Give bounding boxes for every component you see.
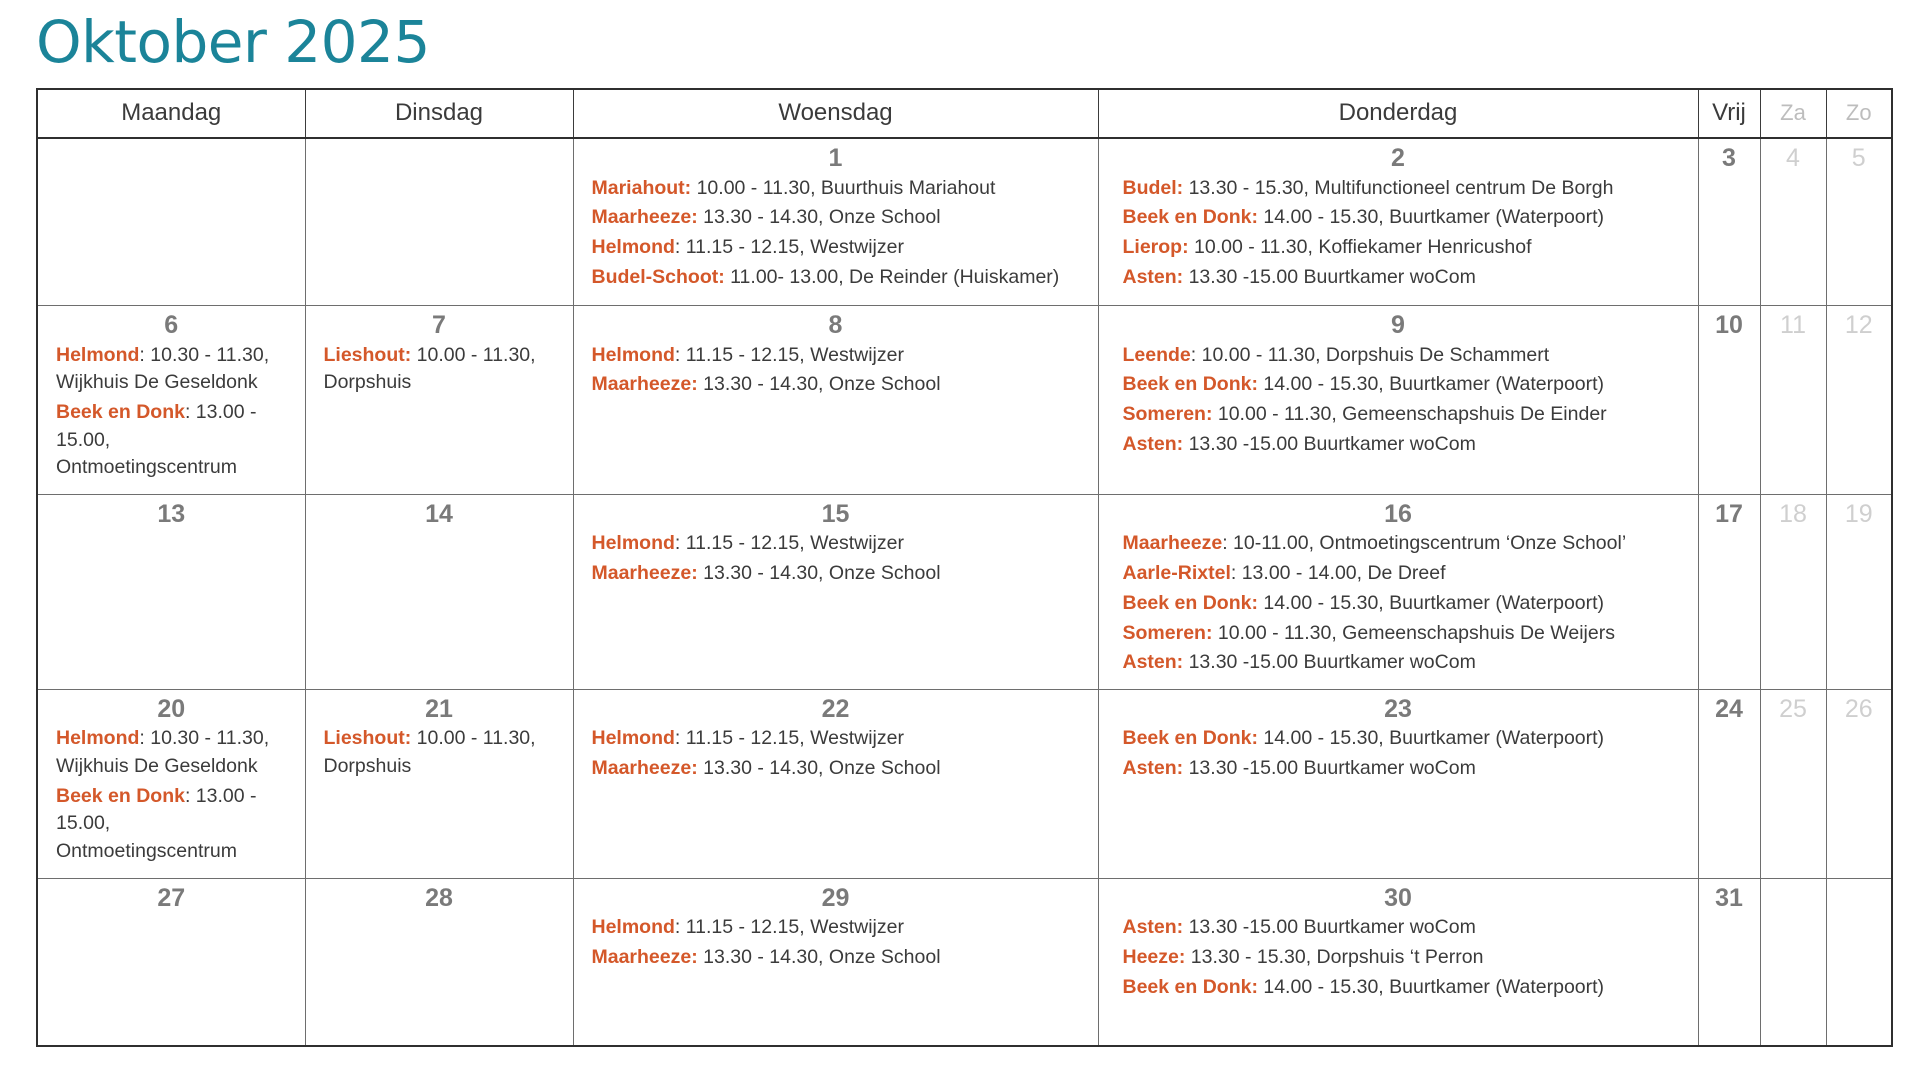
- day-number: 27: [157, 883, 186, 912]
- event-location: Helmond: [56, 343, 140, 366]
- event-list: [584, 530, 1088, 587]
- event-details: : 10.00 - 11.30, Dorpshuis De Schammert: [1190, 343, 1550, 366]
- day-number: 1: [828, 144, 843, 172]
- event-item[interactable]: [1123, 431, 1688, 459]
- day-cell[interactable]: [1098, 878, 1698, 1046]
- event-location: Aarle-Rixtel: [1122, 562, 1231, 585]
- event-details: : 13.00 - 15.00, Ontmoetingscentrum: [56, 400, 257, 479]
- event-location: Maarheeze:: [591, 373, 698, 396]
- day-number: 26: [1844, 694, 1873, 723]
- event-details: 14.00 - 15.30, Buurtkamer (Waterpoort): [1257, 206, 1605, 229]
- event-location: Asten:: [1122, 916, 1184, 939]
- day-cell[interactable]: [1098, 689, 1698, 878]
- event-details: : 11.15 - 12.15, Westwijzer: [674, 532, 904, 555]
- event-details: 13.30 - 14.30, Onze School: [697, 562, 941, 585]
- event-location: Helmond: [591, 343, 675, 366]
- column-header-vrij: Vrij: [1698, 89, 1760, 138]
- day-number: 24: [1715, 694, 1743, 723]
- day-number: 4: [1786, 144, 1800, 172]
- day-cell[interactable]: [305, 494, 573, 689]
- day-cell[interactable]: [1698, 138, 1760, 306]
- event-item[interactable]: [1123, 371, 1688, 399]
- day-cell[interactable]: [37, 306, 305, 495]
- event-item[interactable]: [592, 944, 1088, 972]
- day-number: 16: [1384, 499, 1412, 528]
- day-cell[interactable]: [1098, 494, 1698, 689]
- event-item[interactable]: [56, 399, 295, 482]
- event-list: [584, 342, 1088, 399]
- event-details: 13.30 -15.00 Buurtkamer woCom: [1183, 757, 1476, 780]
- event-item[interactable]: [592, 234, 1088, 262]
- calendar-header-row: [37, 89, 1892, 138]
- day-number: 21: [425, 694, 453, 723]
- day-cell[interactable]: [1760, 878, 1826, 1046]
- event-list: [584, 175, 1088, 292]
- event-item[interactable]: [592, 371, 1088, 399]
- event-item[interactable]: [1123, 401, 1688, 429]
- event-location: Leende: [1122, 343, 1191, 366]
- day-cell[interactable]: [37, 494, 305, 689]
- day-cell[interactable]: [1760, 689, 1826, 878]
- event-item[interactable]: [56, 725, 295, 780]
- event-details: 13.30 - 14.30, Onze School: [697, 373, 941, 396]
- event-details: : 13.00 - 14.00, De Dreef: [1230, 562, 1446, 585]
- event-item[interactable]: [592, 530, 1088, 558]
- calendar-week-row: [37, 306, 1892, 495]
- event-details: : 10-11.00, Ontmoetingscentrum ‘Onze School’: [1222, 532, 1627, 555]
- event-details: 13.30 - 15.30, Multifunctioneel centrum De Borgh: [1183, 176, 1614, 199]
- event-details: 13.30 -15.00 Buurtkamer woCom: [1183, 265, 1476, 288]
- event-location: Beek en Donk:: [1122, 373, 1258, 396]
- event-location: Beek en Donk: [56, 400, 185, 423]
- event-details: 14.00 - 15.30, Buurtkamer (Waterpoort): [1257, 975, 1605, 998]
- event-location: Beek en Donk:: [1122, 206, 1258, 229]
- event-details: : 10.30 - 11.30, Wijkhuis De Geseldonk: [56, 727, 270, 778]
- event-details: 10.00 - 11.30, Koffiekamer Henricushof: [1188, 235, 1532, 258]
- event-details: 10.00 - 11.30, Dorpshuis: [323, 343, 536, 394]
- event-list: [1109, 725, 1688, 782]
- event-item[interactable]: [56, 342, 295, 397]
- event-list: [48, 342, 295, 482]
- event-details: 13.30 - 14.30, Onze School: [697, 206, 941, 229]
- event-item[interactable]: [1123, 914, 1688, 942]
- day-number: 12: [1844, 311, 1873, 339]
- event-item[interactable]: [592, 264, 1088, 292]
- event-list: [1109, 530, 1688, 676]
- event-location: Helmond: [591, 532, 675, 555]
- event-item[interactable]: [592, 725, 1088, 753]
- event-details: 14.00 - 15.30, Buurtkamer (Waterpoort): [1257, 727, 1605, 750]
- day-cell[interactable]: [1760, 306, 1826, 495]
- event-list: [1109, 914, 1688, 1001]
- event-details: 13.30 - 15.30, Dorpshuis ‘t Perron: [1185, 946, 1484, 968]
- event-location: Budel:: [1122, 176, 1184, 199]
- event-location: Budel-Schoot:: [591, 265, 725, 288]
- event-list: [48, 725, 295, 865]
- calendar-week-row: [37, 494, 1892, 689]
- day-number: 14: [425, 499, 453, 528]
- day-cell[interactable]: [305, 689, 573, 878]
- event-item[interactable]: [1123, 725, 1688, 753]
- column-header-woensdag: Woensdag: [573, 89, 1098, 138]
- event-details: 13.30 -15.00 Buurtkamer woCom: [1183, 432, 1476, 455]
- day-cell[interactable]: [37, 878, 305, 1046]
- event-item[interactable]: [1123, 590, 1688, 618]
- event-item[interactable]: [592, 560, 1088, 588]
- day-cell[interactable]: [305, 878, 573, 1046]
- day-number: 29: [821, 883, 850, 912]
- day-number: 22: [821, 694, 850, 723]
- event-details: 10.00 - 11.30, Gemeenschapshuis De Einder: [1212, 402, 1607, 425]
- day-number: 17: [1715, 499, 1743, 528]
- event-details: 13.30 -15.00 Buurtkamer woCom: [1183, 916, 1476, 939]
- event-item[interactable]: [56, 783, 295, 866]
- day-number: 10: [1715, 311, 1743, 339]
- day-number: 25: [1779, 694, 1807, 723]
- event-location: Lieshout:: [323, 343, 412, 366]
- event-location: Beek en Donk:: [1122, 727, 1258, 750]
- event-list: [1109, 175, 1688, 292]
- event-location: Beek en Donk:: [1122, 591, 1258, 614]
- event-location: Beek en Donk:: [1122, 975, 1258, 998]
- event-item[interactable]: [1123, 755, 1688, 783]
- column-header-za: Za: [1760, 89, 1826, 138]
- event-location: Someren:: [1122, 621, 1213, 644]
- day-number: 20: [157, 694, 186, 723]
- event-details: 11.00- 13.00, De Reinder (Huiskamer): [724, 265, 1060, 288]
- event-location: Lierop:: [1122, 235, 1189, 258]
- day-number: 2: [1391, 144, 1405, 172]
- event-details: : 11.15 - 12.15, Westwijzer: [674, 343, 904, 366]
- event-location: Helmond: [591, 235, 675, 258]
- day-cell[interactable]: [573, 689, 1098, 878]
- event-location: Someren:: [1122, 402, 1213, 425]
- event-location: Helmond: [591, 727, 675, 750]
- day-number: 13: [157, 499, 186, 528]
- event-item[interactable]: [1123, 620, 1688, 648]
- day-cell[interactable]: [1826, 689, 1892, 878]
- day-cell[interactable]: [1826, 878, 1892, 1046]
- calendar-week-row: [37, 689, 1892, 878]
- event-item[interactable]: [1123, 204, 1688, 232]
- event-list: [584, 914, 1088, 971]
- day-cell[interactable]: [1826, 306, 1892, 495]
- day-number: 31: [1715, 883, 1743, 912]
- day-cell[interactable]: [573, 306, 1098, 495]
- day-cell[interactable]: [573, 878, 1098, 1046]
- column-header-maandag: Maandag: [37, 89, 305, 138]
- event-item[interactable]: [1123, 342, 1688, 370]
- event-location: Maarheeze:: [591, 562, 698, 585]
- event-details: 13.30 - 14.30, Onze School: [697, 946, 941, 968]
- day-cell[interactable]: [573, 138, 1098, 306]
- event-location: Maarheeze:: [591, 946, 698, 968]
- day-cell[interactable]: [573, 494, 1098, 689]
- day-cell[interactable]: [1698, 878, 1760, 1046]
- event-details: : 10.30 - 11.30, Wijkhuis De Geseldonk: [56, 343, 270, 394]
- event-location: Asten:: [1122, 757, 1184, 780]
- event-location: Asten:: [1122, 432, 1184, 455]
- day-number: 23: [1384, 694, 1412, 723]
- calendar-body: [37, 138, 1892, 1046]
- day-cell[interactable]: [1760, 138, 1826, 306]
- day-cell[interactable]: [1698, 306, 1760, 495]
- event-item[interactable]: [592, 175, 1088, 203]
- event-item[interactable]: [592, 914, 1088, 942]
- event-details: 13.30 -15.00 Buurtkamer woCom: [1183, 651, 1476, 674]
- day-number: 6: [164, 311, 179, 339]
- event-details: 14.00 - 15.30, Buurtkamer (Waterpoort): [1257, 373, 1605, 396]
- event-details: 14.00 - 15.30, Buurtkamer (Waterpoort): [1257, 591, 1605, 614]
- day-cell[interactable]: [1826, 494, 1892, 689]
- event-details: 10.00 - 11.30, Buurthuis Mariahout: [691, 176, 996, 199]
- calendar-week-row: [37, 138, 1892, 306]
- event-details: 10.00 - 11.30, Dorpshuis: [323, 727, 536, 778]
- event-details: : 11.15 - 12.15, Westwijzer: [674, 235, 904, 258]
- column-header-dinsdag: Dinsdag: [305, 89, 573, 138]
- event-item[interactable]: [324, 725, 563, 780]
- event-location: Maarheeze:: [591, 206, 698, 229]
- day-number: 30: [1384, 883, 1412, 912]
- day-number: 3: [1722, 144, 1736, 172]
- event-item[interactable]: [1123, 560, 1688, 588]
- event-item[interactable]: [592, 755, 1088, 783]
- day-number: 15: [821, 499, 850, 528]
- event-item[interactable]: [1123, 530, 1688, 558]
- event-item[interactable]: [1123, 649, 1688, 677]
- day-number: 7: [432, 311, 446, 339]
- event-item[interactable]: [1123, 234, 1688, 262]
- event-item[interactable]: [1123, 974, 1688, 1002]
- calendar-table: [36, 88, 1893, 1047]
- day-number: 8: [828, 311, 843, 339]
- day-cell[interactable]: [305, 138, 573, 306]
- event-item[interactable]: [592, 204, 1088, 232]
- event-location: Heeze:: [1122, 946, 1186, 968]
- calendar-week-row: [37, 878, 1892, 1046]
- event-details: : 11.15 - 12.15, Westwijzer: [674, 916, 904, 939]
- event-location: Asten:: [1122, 651, 1184, 674]
- event-details: : 11.15 - 12.15, Westwijzer: [674, 727, 904, 750]
- day-number: 18: [1779, 499, 1807, 528]
- day-cell[interactable]: [37, 138, 305, 306]
- event-location: Helmond: [591, 916, 675, 939]
- event-location: Mariahout:: [591, 176, 692, 199]
- event-list: [1109, 342, 1688, 459]
- event-location: Maarheeze: [1122, 532, 1223, 555]
- column-header-donderdag: Donderdag: [1098, 89, 1698, 138]
- day-cell[interactable]: [37, 689, 305, 878]
- event-details: 13.30 - 14.30, Onze School: [697, 757, 941, 780]
- day-cell[interactable]: [1826, 138, 1892, 306]
- event-location: Maarheeze:: [591, 757, 698, 780]
- day-cell[interactable]: [305, 306, 573, 495]
- event-location: Asten:: [1122, 265, 1184, 288]
- day-cell[interactable]: [1698, 689, 1760, 878]
- day-number: 11: [1780, 311, 1806, 339]
- event-list: [316, 725, 563, 780]
- event-location: Helmond: [56, 727, 140, 750]
- event-item[interactable]: [1123, 264, 1688, 292]
- day-cell[interactable]: [1760, 494, 1826, 689]
- day-number: 5: [1851, 144, 1866, 172]
- event-item[interactable]: [324, 342, 563, 397]
- day-cell[interactable]: [1098, 138, 1698, 306]
- day-number: 9: [1391, 311, 1405, 339]
- event-details: 10.00 - 11.30, Gemeenschapshuis De Weijers: [1212, 621, 1615, 644]
- event-item[interactable]: [592, 342, 1088, 370]
- event-item[interactable]: [1123, 175, 1688, 203]
- day-cell[interactable]: [1098, 306, 1698, 495]
- day-number: 28: [425, 883, 453, 912]
- day-cell[interactable]: [1698, 494, 1760, 689]
- event-location: Lieshout:: [323, 727, 412, 750]
- event-details: : 13.00 - 15.00, Ontmoetingscentrum: [56, 784, 257, 863]
- event-list: [584, 725, 1088, 782]
- event-list: [316, 342, 563, 397]
- column-header-zo: Zo: [1826, 89, 1892, 138]
- day-number: 19: [1844, 499, 1873, 528]
- event-item[interactable]: [1123, 944, 1688, 972]
- event-location: Beek en Donk: [56, 784, 185, 807]
- page-title: Oktober 2025: [36, 8, 430, 76]
